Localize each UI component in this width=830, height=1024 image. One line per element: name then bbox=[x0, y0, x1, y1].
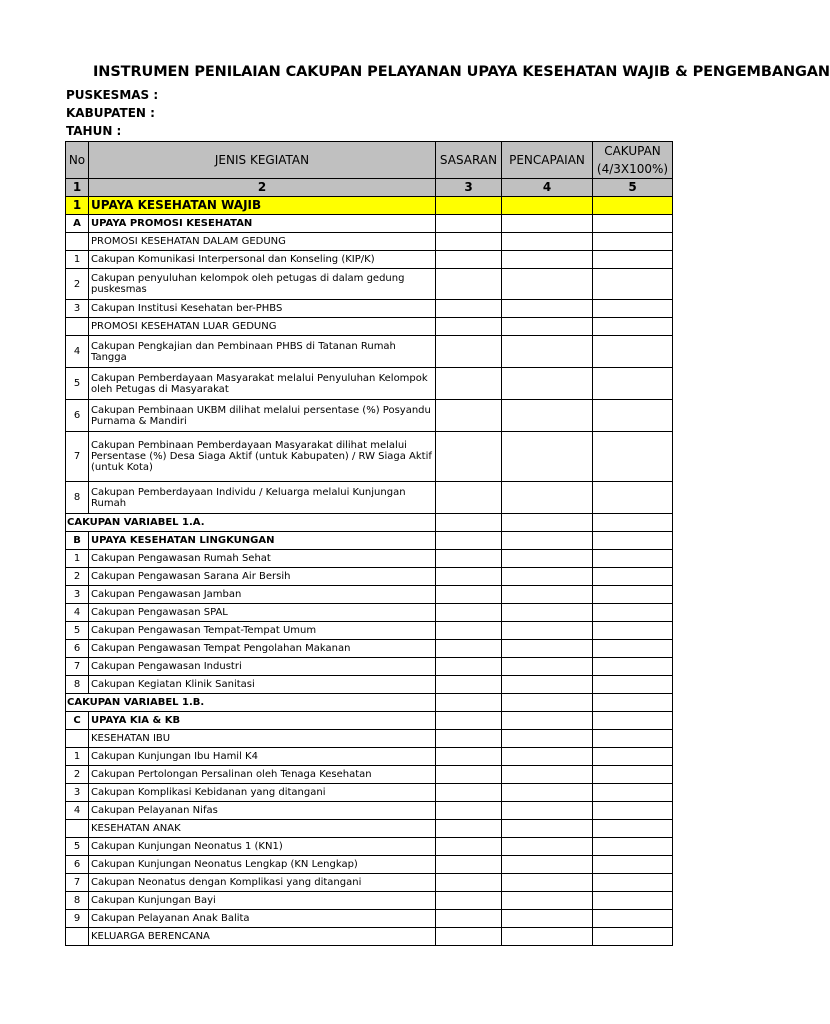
cakupan-cell[interactable] bbox=[593, 568, 673, 586]
pencapaian-cell[interactable] bbox=[502, 233, 593, 251]
pencapaian-cell[interactable] bbox=[502, 820, 593, 838]
sasaran-cell[interactable] bbox=[436, 874, 502, 892]
row-number bbox=[66, 730, 89, 748]
table-body bbox=[66, 197, 673, 946]
puskesmas-label: PUSKESMAS : bbox=[66, 88, 159, 102]
activity-name: Cakupan Pengkajian dan Pembinaan PHBS di Tatanan Rumah Tangga bbox=[89, 336, 436, 368]
col-number: 2 bbox=[89, 179, 436, 197]
header-row bbox=[66, 142, 673, 179]
row-number bbox=[66, 820, 89, 838]
cakupan-cell[interactable] bbox=[593, 251, 673, 269]
activity-name: Cakupan Komunikasi Interpersonal dan Konseling (KIP/K) bbox=[89, 251, 436, 269]
row-number: 4 bbox=[66, 336, 89, 368]
sasaran-cell[interactable] bbox=[436, 532, 502, 550]
row-number: 1 bbox=[66, 550, 89, 568]
table-row bbox=[66, 251, 673, 269]
cakupan-cell[interactable] bbox=[593, 482, 673, 514]
cakupan-cell[interactable] bbox=[593, 368, 673, 400]
table-row bbox=[66, 336, 673, 368]
cakupan-cell[interactable] bbox=[593, 838, 673, 856]
pencapaian-cell[interactable] bbox=[502, 568, 593, 586]
activity-name: Cakupan Pengawasan Rumah Sehat bbox=[89, 550, 436, 568]
table-row bbox=[66, 802, 673, 820]
cakupan-cell[interactable] bbox=[593, 892, 673, 910]
activity-name: Cakupan Pemberdayaan Individu / Keluarga melalui Kunjungan Rumah bbox=[89, 482, 436, 514]
pencapaian-cell[interactable] bbox=[502, 532, 593, 550]
cakupan-cell[interactable] bbox=[593, 856, 673, 874]
activity-name: KESEHATAN IBU bbox=[89, 730, 436, 748]
pencapaian-cell[interactable] bbox=[502, 838, 593, 856]
pencapaian-cell[interactable] bbox=[502, 269, 593, 300]
table-row bbox=[66, 622, 673, 640]
cakupan-cell[interactable] bbox=[593, 336, 673, 368]
activity-name: Cakupan Institusi Kesehatan ber-PHBS bbox=[89, 300, 436, 318]
table-row bbox=[66, 300, 673, 318]
sasaran-cell[interactable] bbox=[436, 514, 502, 532]
tahun-label: TAHUN : bbox=[66, 124, 122, 138]
row-number: 7 bbox=[66, 658, 89, 676]
pencapaian-cell[interactable] bbox=[502, 318, 593, 336]
col-number: 3 bbox=[436, 179, 502, 197]
pencapaian-cell[interactable] bbox=[502, 640, 593, 658]
row-number: 5 bbox=[66, 838, 89, 856]
cakupan-cell[interactable] bbox=[593, 748, 673, 766]
sasaran-cell[interactable] bbox=[436, 766, 502, 784]
table-row bbox=[66, 568, 673, 586]
pencapaian-cell[interactable] bbox=[502, 910, 593, 928]
cakupan-cell[interactable] bbox=[593, 874, 673, 892]
header-sasaran: SASARAN bbox=[436, 142, 502, 179]
activity-name: Cakupan Pengawasan Tempat Pengolahan Makanan bbox=[89, 640, 436, 658]
table-row bbox=[66, 748, 673, 766]
col-number: 4 bbox=[502, 179, 593, 197]
cakupan-cell[interactable] bbox=[593, 712, 673, 730]
cakupan-cell[interactable] bbox=[593, 432, 673, 482]
table-row bbox=[66, 586, 673, 604]
cakupan-cell[interactable] bbox=[593, 694, 673, 712]
sasaran-cell[interactable] bbox=[436, 712, 502, 730]
sasaran-cell[interactable] bbox=[436, 318, 502, 336]
sasaran-cell[interactable] bbox=[436, 233, 502, 251]
cakupan-cell[interactable] bbox=[593, 269, 673, 300]
row-number: 3 bbox=[66, 300, 89, 318]
table-row bbox=[66, 197, 673, 215]
sasaran-cell[interactable] bbox=[436, 838, 502, 856]
sasaran-cell[interactable] bbox=[436, 368, 502, 400]
activity-name: Cakupan Kunjungan Neonatus 1 (KN1) bbox=[89, 838, 436, 856]
activity-name: Cakupan Pengawasan Jamban bbox=[89, 586, 436, 604]
activity-name: Cakupan penyuluhan kelompok oleh petugas di dalam gedung puskesmas bbox=[89, 269, 436, 300]
col-number: 5 bbox=[593, 179, 673, 197]
sasaran-cell[interactable] bbox=[436, 432, 502, 482]
cakupan-cell[interactable] bbox=[593, 318, 673, 336]
row-number: 1 bbox=[66, 748, 89, 766]
row-number bbox=[66, 233, 89, 251]
table-row bbox=[66, 820, 673, 838]
header-pencapaian: PENCAPAIAN bbox=[502, 142, 593, 179]
row-number: 4 bbox=[66, 802, 89, 820]
table-row bbox=[66, 550, 673, 568]
table-row bbox=[66, 766, 673, 784]
table-row bbox=[66, 730, 673, 748]
pencapaian-cell[interactable] bbox=[502, 550, 593, 568]
activity-name: Cakupan Kegiatan Klinik Sanitasi bbox=[89, 676, 436, 694]
col-number: 1 bbox=[66, 179, 89, 197]
cakupan-cell[interactable] bbox=[593, 676, 673, 694]
cakupan-cell[interactable] bbox=[593, 820, 673, 838]
activity-name: KESEHATAN ANAK bbox=[89, 820, 436, 838]
sasaran-cell[interactable] bbox=[436, 482, 502, 514]
activity-name: Cakupan Kunjungan Ibu Hamil K4 bbox=[89, 748, 436, 766]
variable-summary-label: CAKUPAN VARIABEL 1.B. bbox=[66, 694, 436, 712]
table-row bbox=[66, 604, 673, 622]
table-row bbox=[66, 514, 673, 532]
cakupan-cell[interactable] bbox=[593, 640, 673, 658]
table-row bbox=[66, 400, 673, 432]
row-number bbox=[66, 318, 89, 336]
cakupan-cell[interactable] bbox=[593, 766, 673, 784]
cakupan-cell[interactable] bbox=[593, 928, 673, 946]
cakupan-cell[interactable] bbox=[593, 532, 673, 550]
activity-name: PROMOSI KESEHATAN DALAM GEDUNG bbox=[89, 233, 436, 251]
row-number: 2 bbox=[66, 766, 89, 784]
row-number: 5 bbox=[66, 368, 89, 400]
cakupan-cell[interactable] bbox=[593, 586, 673, 604]
table-row bbox=[66, 233, 673, 251]
sasaran-cell[interactable] bbox=[436, 748, 502, 766]
table-row bbox=[66, 910, 673, 928]
pencapaian-cell[interactable] bbox=[502, 856, 593, 874]
table-row bbox=[66, 215, 673, 233]
row-number: 1 bbox=[66, 197, 89, 215]
pencapaian-cell[interactable] bbox=[502, 432, 593, 482]
table-row bbox=[66, 694, 673, 712]
cakupan-cell[interactable] bbox=[593, 622, 673, 640]
sasaran-cell[interactable] bbox=[436, 215, 502, 233]
row-number: 2 bbox=[66, 269, 89, 300]
table-row bbox=[66, 432, 673, 482]
cakupan-cell[interactable] bbox=[593, 910, 673, 928]
pencapaian-cell[interactable] bbox=[502, 215, 593, 233]
table-row bbox=[66, 658, 673, 676]
row-number bbox=[66, 928, 89, 946]
row-number: 2 bbox=[66, 568, 89, 586]
cakupan-cell[interactable] bbox=[593, 215, 673, 233]
pencapaian-cell[interactable] bbox=[502, 712, 593, 730]
activity-name: Cakupan Pembinaan Pemberdayaan Masyarakat dilihat melalui Persentase (%) Desa Siaga Aktif (untuk Kabupaten) / RW Siaga Aktif (untuk Kota) bbox=[89, 432, 436, 482]
activity-name: UPAYA KESEHATAN LINGKUNGAN bbox=[89, 532, 436, 550]
pencapaian-cell[interactable] bbox=[502, 336, 593, 368]
pencapaian-cell[interactable] bbox=[502, 784, 593, 802]
cakupan-cell[interactable] bbox=[593, 300, 673, 318]
cakupan-cell[interactable] bbox=[593, 400, 673, 432]
pencapaian-cell[interactable] bbox=[502, 676, 593, 694]
sasaran-cell[interactable] bbox=[436, 197, 502, 215]
sasaran-cell[interactable] bbox=[436, 336, 502, 368]
table-row bbox=[66, 784, 673, 802]
cakupan-cell[interactable] bbox=[593, 514, 673, 532]
sasaran-cell[interactable] bbox=[436, 928, 502, 946]
variable-summary-label: CAKUPAN VARIABEL 1.A. bbox=[66, 514, 436, 532]
pencapaian-cell[interactable] bbox=[502, 622, 593, 640]
activity-name: Cakupan Pelayanan Nifas bbox=[89, 802, 436, 820]
row-number: 7 bbox=[66, 432, 89, 482]
activity-name: UPAYA KESEHATAN WAJIB bbox=[89, 197, 436, 215]
sasaran-cell[interactable] bbox=[436, 730, 502, 748]
pencapaian-cell[interactable] bbox=[502, 604, 593, 622]
cakupan-cell[interactable] bbox=[593, 730, 673, 748]
cakupan-cell[interactable] bbox=[593, 784, 673, 802]
row-number: 8 bbox=[66, 676, 89, 694]
activity-name: Cakupan Pengawasan Tempat-Tempat Umum bbox=[89, 622, 436, 640]
sasaran-cell[interactable] bbox=[436, 856, 502, 874]
activity-name: Cakupan Pemberdayaan Masyarakat melalui Penyuluhan Kelompok oleh Petugas di Masyarakat bbox=[89, 368, 436, 400]
cakupan-cell[interactable] bbox=[593, 658, 673, 676]
row-number: B bbox=[66, 532, 89, 550]
sasaran-cell[interactable] bbox=[436, 694, 502, 712]
cakupan-cell[interactable] bbox=[593, 802, 673, 820]
pencapaian-cell[interactable] bbox=[502, 658, 593, 676]
sasaran-cell[interactable] bbox=[436, 658, 502, 676]
row-number: 3 bbox=[66, 586, 89, 604]
cakupan-cell[interactable] bbox=[593, 604, 673, 622]
row-number: 9 bbox=[66, 910, 89, 928]
table-row bbox=[66, 838, 673, 856]
sasaran-cell[interactable] bbox=[436, 910, 502, 928]
sasaran-cell[interactable] bbox=[436, 604, 502, 622]
activity-name: Cakupan Pengawasan Sarana Air Bersih bbox=[89, 568, 436, 586]
activity-name: Cakupan Komplikasi Kebidanan yang ditangani bbox=[89, 784, 436, 802]
activity-name: Cakupan Kunjungan Bayi bbox=[89, 892, 436, 910]
row-number: 7 bbox=[66, 874, 89, 892]
activity-name: UPAYA KIA & KB bbox=[89, 712, 436, 730]
table-row bbox=[66, 856, 673, 874]
pencapaian-cell[interactable] bbox=[502, 766, 593, 784]
sasaran-cell[interactable] bbox=[436, 400, 502, 432]
pencapaian-cell[interactable] bbox=[502, 300, 593, 318]
activity-name: Cakupan Pengawasan SPAL bbox=[89, 604, 436, 622]
kabupaten-label: KABUPATEN : bbox=[66, 106, 155, 120]
table-row bbox=[66, 928, 673, 946]
pencapaian-cell[interactable] bbox=[502, 748, 593, 766]
sasaran-cell[interactable] bbox=[436, 640, 502, 658]
activity-name: Cakupan Pertolongan Persalinan oleh Tenaga Kesehatan bbox=[89, 766, 436, 784]
sasaran-cell[interactable] bbox=[436, 568, 502, 586]
header-jenis-kegiatan: JENIS KEGIATAN bbox=[89, 142, 436, 179]
pencapaian-cell[interactable] bbox=[502, 802, 593, 820]
cakupan-cell[interactable] bbox=[593, 197, 673, 215]
cakupan-cell[interactable] bbox=[593, 550, 673, 568]
row-number: 5 bbox=[66, 622, 89, 640]
cakupan-cell[interactable] bbox=[593, 233, 673, 251]
row-number: 3 bbox=[66, 784, 89, 802]
table-row bbox=[66, 676, 673, 694]
pencapaian-cell[interactable] bbox=[502, 514, 593, 532]
row-number: 8 bbox=[66, 482, 89, 514]
sasaran-cell[interactable] bbox=[436, 269, 502, 300]
activity-name: Cakupan Neonatus dengan Komplikasi yang ditangani bbox=[89, 874, 436, 892]
header-cakupan bbox=[593, 142, 673, 179]
pencapaian-cell[interactable] bbox=[502, 251, 593, 269]
table-row bbox=[66, 532, 673, 550]
sasaran-cell[interactable] bbox=[436, 892, 502, 910]
row-number: 6 bbox=[66, 856, 89, 874]
pencapaian-cell[interactable] bbox=[502, 482, 593, 514]
row-number: 8 bbox=[66, 892, 89, 910]
table-row bbox=[66, 712, 673, 730]
column-number-row bbox=[66, 179, 673, 197]
sasaran-cell[interactable] bbox=[436, 820, 502, 838]
table-row bbox=[66, 368, 673, 400]
document-title: INSTRUMEN PENILAIAN CAKUPAN PELAYANAN UPAYA KESEHATAN WAJIB & PENGEMBANGAN bbox=[93, 64, 830, 80]
table-row bbox=[66, 874, 673, 892]
row-number: 6 bbox=[66, 400, 89, 432]
activity-name: Cakupan Pengawasan Industri bbox=[89, 658, 436, 676]
activity-name: Cakupan Pelayanan Anak Balita bbox=[89, 910, 436, 928]
sasaran-cell[interactable] bbox=[436, 300, 502, 318]
header-cakupan-label: CAKUPAN bbox=[604, 144, 661, 158]
sasaran-cell[interactable] bbox=[436, 676, 502, 694]
sasaran-cell[interactable] bbox=[436, 802, 502, 820]
sasaran-cell[interactable] bbox=[436, 784, 502, 802]
sasaran-cell[interactable] bbox=[436, 251, 502, 269]
row-number: 1 bbox=[66, 251, 89, 269]
sasaran-cell[interactable] bbox=[436, 622, 502, 640]
activity-name: PROMOSI KESEHATAN LUAR GEDUNG bbox=[89, 318, 436, 336]
assessment-table bbox=[65, 141, 673, 946]
table-row bbox=[66, 482, 673, 514]
row-number: A bbox=[66, 215, 89, 233]
sasaran-cell[interactable] bbox=[436, 586, 502, 604]
pencapaian-cell[interactable] bbox=[502, 197, 593, 215]
table-row bbox=[66, 318, 673, 336]
activity-name: Cakupan Kunjungan Neonatus Lengkap (KN Lengkap) bbox=[89, 856, 436, 874]
row-number: 4 bbox=[66, 604, 89, 622]
pencapaian-cell[interactable] bbox=[502, 892, 593, 910]
sasaran-cell[interactable] bbox=[436, 550, 502, 568]
activity-name: KELUARGA BERENCANA bbox=[89, 928, 436, 946]
table-row bbox=[66, 640, 673, 658]
row-number: 6 bbox=[66, 640, 89, 658]
pencapaian-cell[interactable] bbox=[502, 730, 593, 748]
activity-name: UPAYA PROMOSI KESEHATAN bbox=[89, 215, 436, 233]
pencapaian-cell[interactable] bbox=[502, 874, 593, 892]
table-row bbox=[66, 892, 673, 910]
header-no: No bbox=[66, 142, 89, 179]
header-cakupan-formula: (4/3X100%) bbox=[596, 162, 669, 176]
pencapaian-cell[interactable] bbox=[502, 928, 593, 946]
row-number: C bbox=[66, 712, 89, 730]
table-row bbox=[66, 269, 673, 300]
pencapaian-cell[interactable] bbox=[502, 400, 593, 432]
activity-name: Cakupan Pembinaan UKBM dilihat melalui persentase (%) Posyandu Purnama & Mandiri bbox=[89, 400, 436, 432]
pencapaian-cell[interactable] bbox=[502, 368, 593, 400]
pencapaian-cell[interactable] bbox=[502, 694, 593, 712]
pencapaian-cell[interactable] bbox=[502, 586, 593, 604]
